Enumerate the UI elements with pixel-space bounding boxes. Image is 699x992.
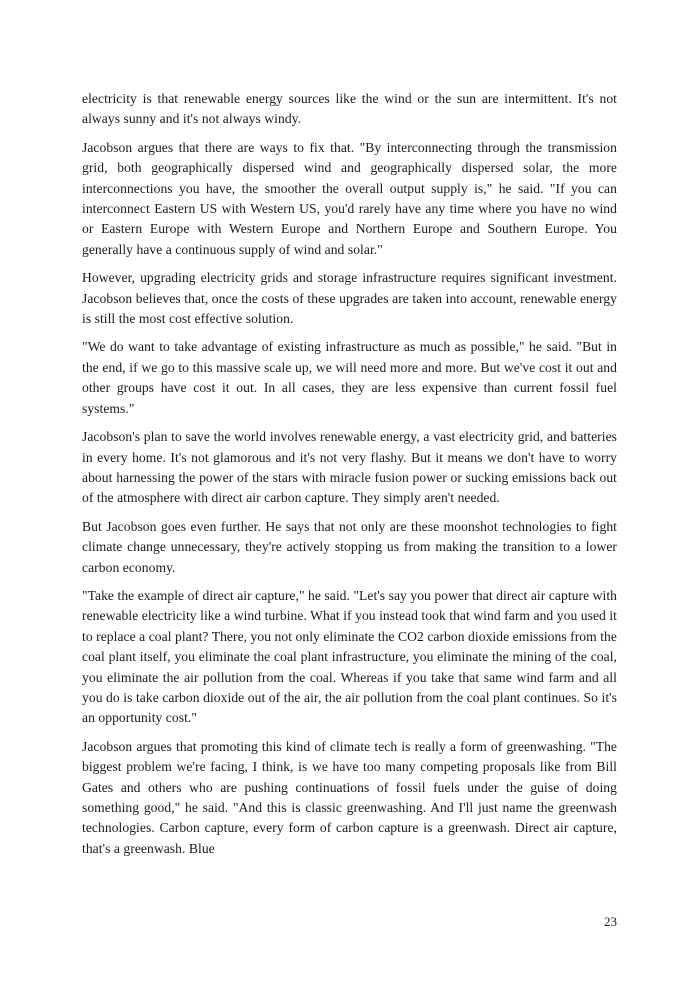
- document-page: [82, 89, 617, 867]
- paragraph-moonshot: But Jacobson goes even further. He says that not only are these moonshot technologies to fight climate change unnecessary, they're actively stopping us from making the transition to a lower carbon economy.: [82, 518, 617, 575]
- paragraph-greenwashing: Jacobson argues that promoting this kind of climate tech is really a form of greenwashing. "The biggest problem we're facing, I think, is we have too many competing proposals like from Bill Gates and others who are pushing continuations of fossil fuels under the guise of doing something good," he said. "And this is classic greenwashing. And I'll just name the greenwash technologies. Carbon capture, every form of carbon capture is a greenwash. Direct air capture, that's a greenwash. Blue: [82, 738, 617, 856]
- paragraph-existing-infrastructure: "We do want to take advantage of existing infrastructure as much as possible," he said. "But in the end, if we go to this massive scale up, we will need more and more. But we've cost it out and other groups have cost it out. In all cases, they are less expensive than current fossil fuel systems.": [82, 339, 617, 416]
- paragraph-intermittency: electricity is that renewable energy sources like the wind or the sun are intermittent. It's not always sunny and it's not always windy.: [82, 91, 617, 127]
- paragraph-direct-air-capture: "Take the example of direct air capture," he said. "Let's say you power that direct air capture with renewable electricity like a wind turbine. What if you instead took that wind farm and you used it to replace a coal plant? There, you not only eliminate the CO2 carbon dioxide emissions from the coal plant itself, you eliminate the coal plant infrastructure, you eliminate the mining of the coal, you eliminate the air pollution from the coal. Whereas if you take that same wind farm and all you do is take carbon dioxide out of the air, the air pollution from the coal plant continues. So it's an opportunity cost.": [82, 587, 617, 726]
- paragraph-investment: However, upgrading electricity grids and storage infrastructure requires significant investment. Jacobson believes that, once the costs of these upgrades are taken into account, renewable energy is still the most cost effective solution.: [82, 270, 617, 327]
- paragraph-plan: Jacobson's plan to save the world involves renewable energy, a vast electricity grid, and batteries in every home. It's not glamorous and it's not very flashy. But it means we don't have to worry about harnessing the power of the stars with miracle fusion power or sucking emissions back out of the atmosphere with direct air carbon capture. They simply aren't needed.: [82, 429, 617, 506]
- paragraph-interconnection: Jacobson argues that there are ways to fix that. "By interconnecting through the transmission grid, both geographically dispersed wind and geographically dispersed solar, the more interconnections you have, the smoother the overall output supply is," he said. "If you can interconnect Eastern US with Western US, you'd rarely have any time where you have no wind or Eastern Europe with Western Europe and Northern Europe and Southern Europe. You generally have a continuous supply of wind and solar.": [82, 139, 617, 257]
- page-number: 23: [604, 914, 617, 929]
